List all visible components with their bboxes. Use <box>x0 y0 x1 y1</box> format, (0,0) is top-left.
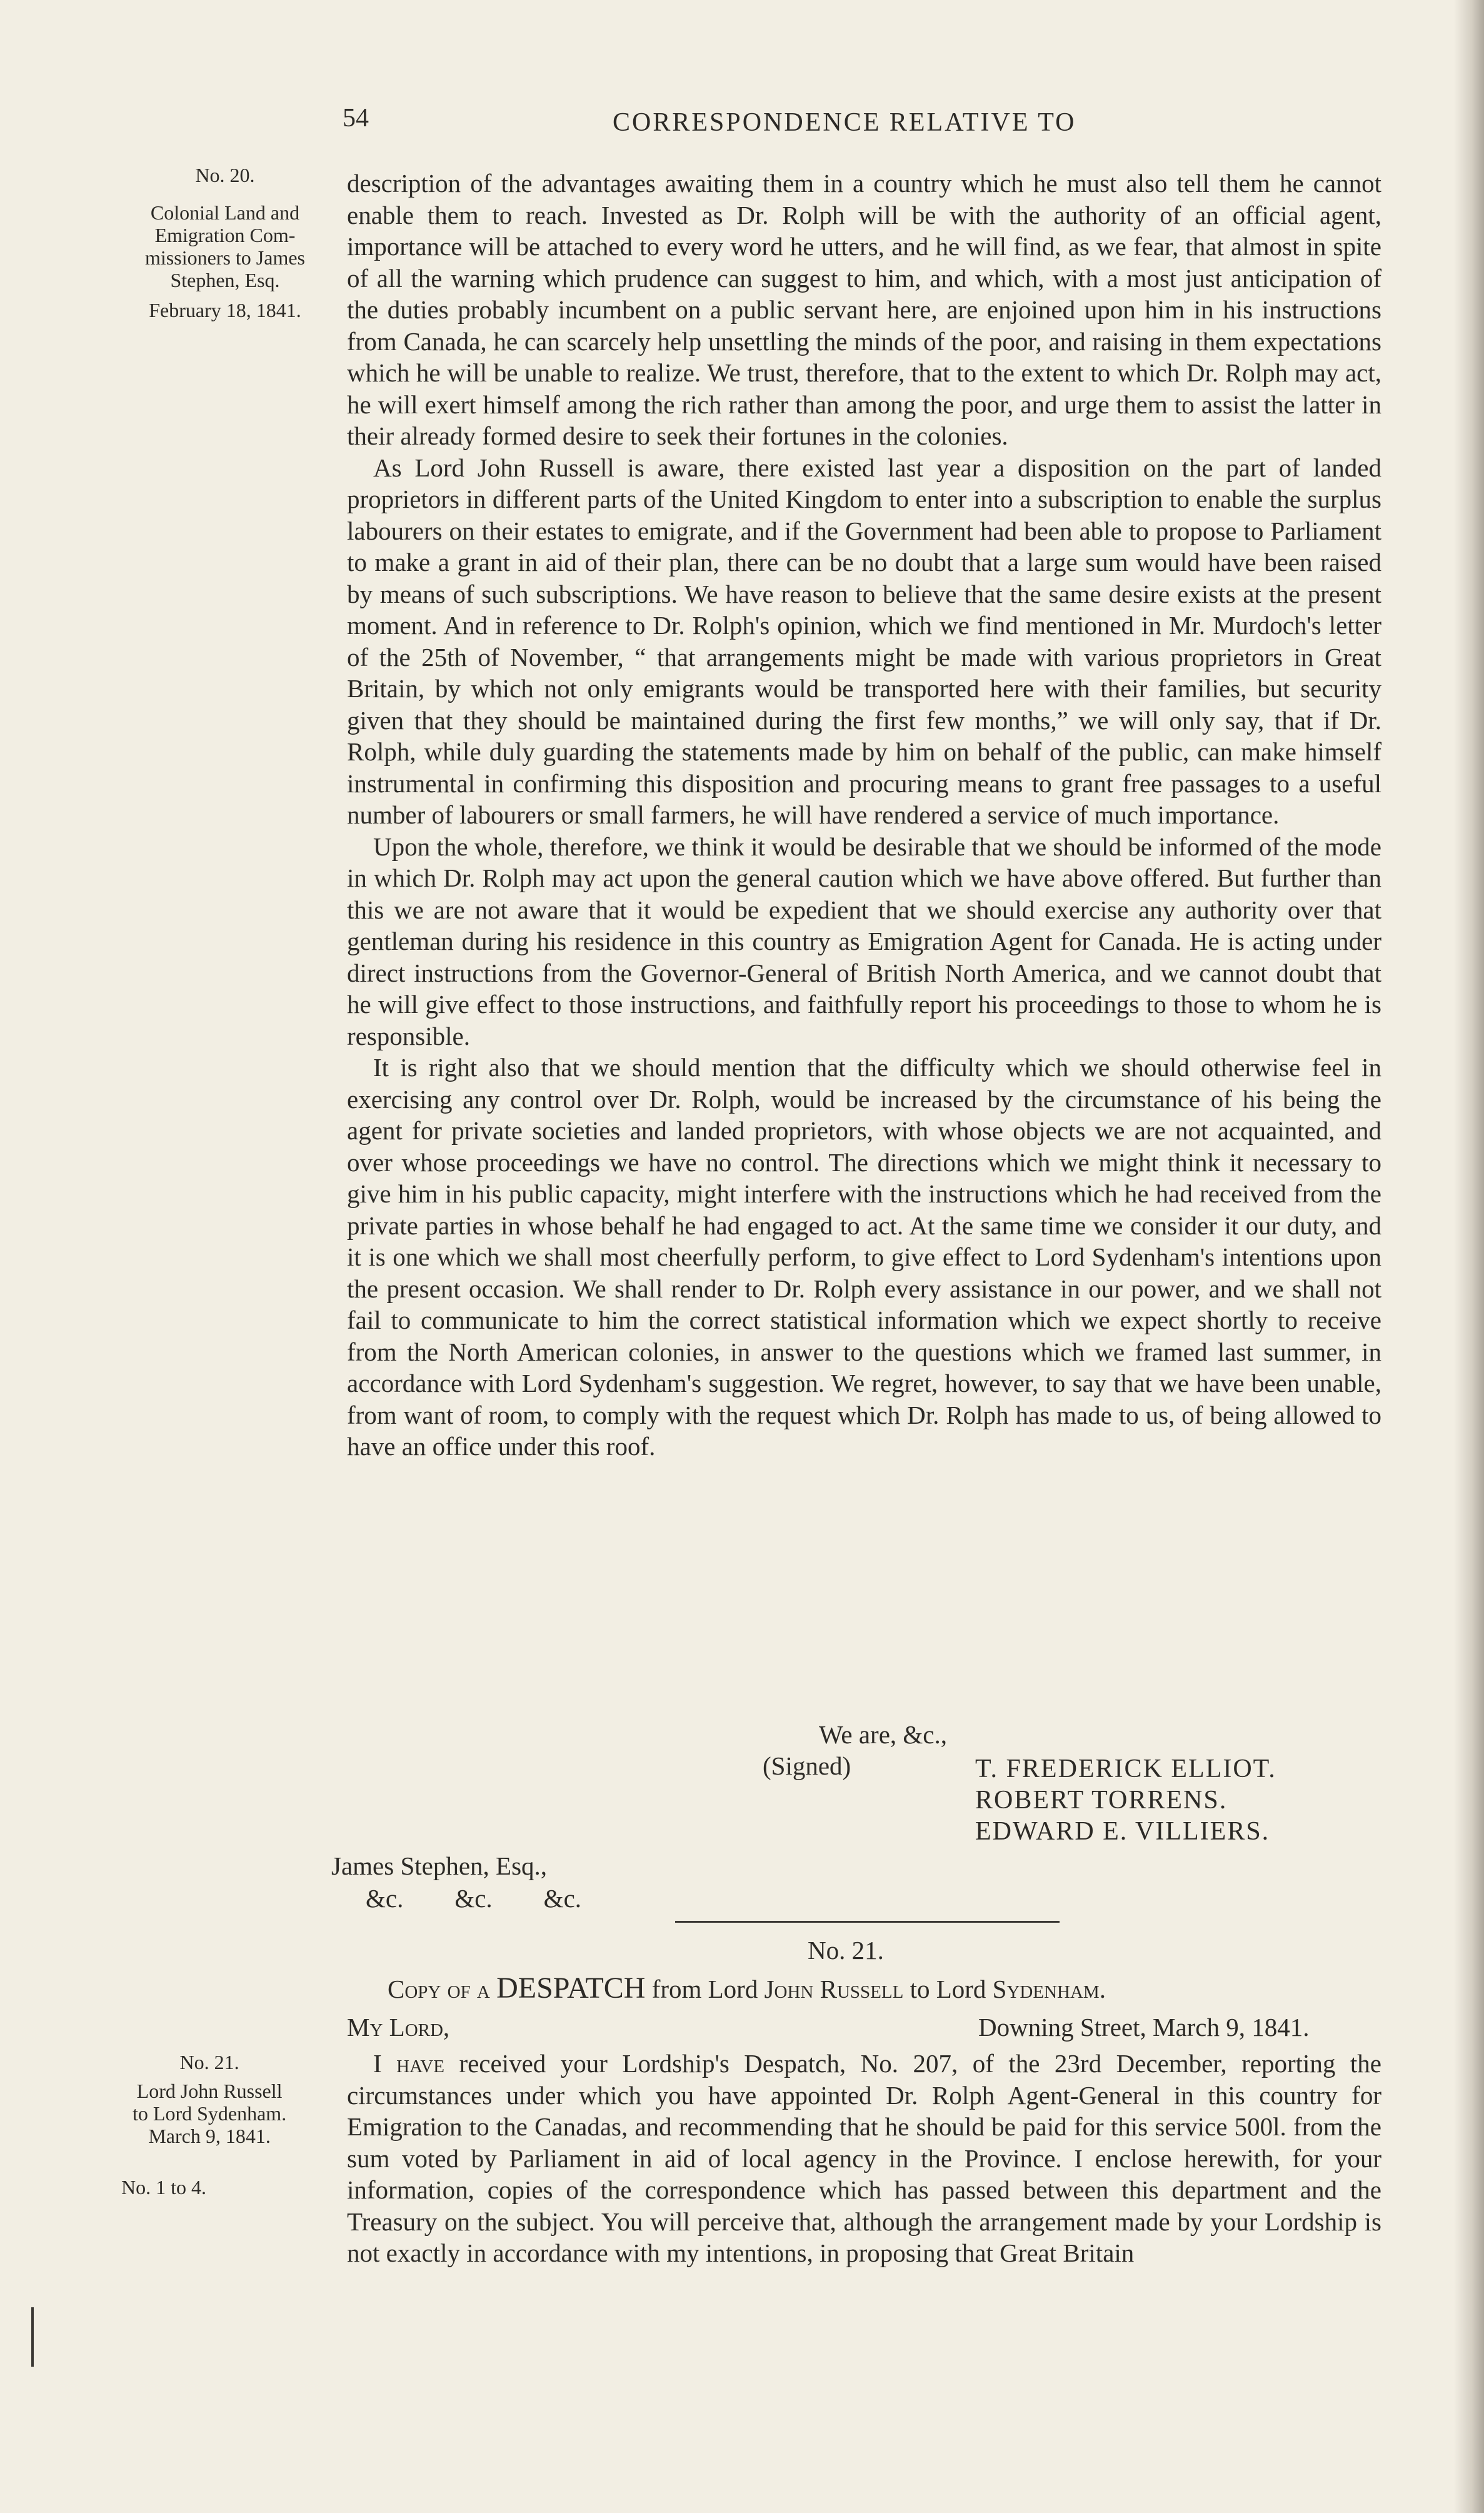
addressee-line: &c. &c. &c. <box>366 1884 582 1913</box>
signatory: EDWARD E. VILLIERS. <box>975 1817 1270 1846</box>
signed-label: (Signed) <box>763 1751 851 1780</box>
binding-mark <box>31 2307 34 2367</box>
paragraph: Upon the whole, therefore, we think it would be desirable that we should be informed of the mode in which Dr. Rolph may act upon the general caution which we have above offered. But further than this we are not aware that it would be expedient that we should exercise any authority over that gentleman during his residence in this country as Emigration Agent for Canada. He is acting under direct instructions from the Governor-General of British North America, and we cannot doubt that he will give effect to those instructions, and faithfully report his proceedings to those to whom he is responsible. <box>347 832 1381 1050</box>
title-part: DESPATCH <box>496 1972 646 2005</box>
closing-formula: We are, &c., <box>819 1720 947 1749</box>
running-head: CORRESPONDENCE RELATIVE TO <box>613 108 1076 137</box>
paragraph: description of the advantages awaiting them in a country which he must also tell them he cannot enable them to reach. Invested as Dr. Rolph will be with the authority of an official agent, importance will be attached to every word he utters, and he will find, as we fear, that almost in spite of all the warning which prudence can suggest to him, and which, with a most just anticipation of the duties probably incumbent on a public servant here, are enjoined upon him in his instructions from Canada, he can scarcely help unsettling the minds of the poor, and raising in them expectations which he will be unable to realize. We trust, therefore, that to the extent to which Dr. Rolph may act, he will exert himself among the rich rather than among the poor, and urge them to assist the latter in their already formed desire to seek their fortunes in the colonies. <box>347 169 1381 450</box>
margin-note-line: Lord John Russell <box>136 2080 283 2102</box>
despatch-title <box>388 1971 1106 2005</box>
dateline: Downing Street, March 9, 1841. <box>978 2013 1310 2042</box>
paragraph: It is right also that we should mention that the difficulty which we should otherwise feel in exercising any control over Dr. Rolph, would be increased by the circumstance of his being the agent for private societies and landed proprietors, with whose objects we are not acquainted, and over whose proceedings we have no control. The directions which we might think it necessary to give him in his public capacity, might interfere with the instructions which he had received from the private parties in whose behalf he had engaged to act. At the same time we consider it our duty, and it is one which we shall most cheerfully perform, to give effect to Lord Sydenham's intentions upon the present occasion. We shall render to Dr. Rolph every assistance in our power, and we shall not fail to communicate to him the correct statistical information which we expect shortly to receive from the North American colonies, in answer to the questions which we framed last summer, in accordance with Lord Sydenham's suggestion. We regret, however, to say that we have been unable, from want of room, to comply with the request which Dr. Rolph has made to us, of being allowed to have an office under this roof. <box>347 1053 1381 1461</box>
paragraph: As Lord John Russell is aware, there existed last year a disposition on the part of landed proprietors in different parts of the United Kingdom to enter into a subscription to enable the surplus labourers on their estates to emigrate, and if the Government had been able to propose to Parliament to make a grant in aid of their plan, there can be no doubt that a large sum would have been raised by means of such subscriptions. We have reason to believe that the same desire exists at the present moment. And in reference to Dr. Rolph's opinion, which we find mentioned in Mr. Murdoch's letter of the 25th of November, “ that arrangements might be made with various proprietors in Great Britain, by which not only emigrants would be transported here with their families, but security given that they should be maintained during the first few months,” we will only say, that if Dr. Rolph, while duly guarding the statements made by him on behalf of the public, can make himself instrumental in confirming this disposition and procuring means to grant free passages to a useful number of labourers or small farmers, he will have rendered a service of much importance. <box>347 453 1381 829</box>
page-edge-shadow <box>1454 0 1484 2513</box>
signatory: T. FREDERICK ELLIOT. <box>975 1755 1276 1783</box>
signatory: ROBERT TORRENS. <box>975 1786 1228 1815</box>
margin-note-number: No. 21. <box>179 2051 239 2073</box>
page-number: 54 <box>343 104 369 133</box>
title-part: Sydenham <box>992 1975 1100 2003</box>
margin-note-line: Stephen, Esq. <box>170 269 280 291</box>
title-part: . <box>1099 1975 1106 2003</box>
letter-no20-body <box>347 168 1381 1463</box>
margin-note-number: No. 20. <box>195 164 255 186</box>
title-part: to Lord <box>903 1975 993 2003</box>
salutation <box>347 2012 449 2042</box>
margin-note-no20 <box>145 164 305 321</box>
title-part: from Lord <box>645 1975 765 2003</box>
margin-note-line: Emigration Com- <box>154 224 296 246</box>
margin-note-line: March 9, 1841. <box>148 2125 271 2147</box>
title-part: Copy of a <box>388 1975 497 2003</box>
margin-note-line: to Lord Sydenham. <box>133 2102 287 2125</box>
despatch-no21-body <box>347 2048 1381 2269</box>
salutation-text: My Lord, <box>347 2013 450 2042</box>
margin-note-line: Colonial Land and <box>150 201 300 224</box>
paragraph <box>347 2048 1381 2269</box>
margin-note-line: February 18, 1841. <box>149 299 301 321</box>
document-number: No. 21. <box>808 1936 884 1965</box>
margin-note-line: missioners to James <box>145 246 305 269</box>
opening-word: I have <box>373 2049 444 2078</box>
margin-note-no21 <box>133 2051 286 2147</box>
section-divider <box>675 1921 1060 1923</box>
enclosure-note: No. 1 to 4. <box>121 2176 206 2198</box>
title-part: John Russell <box>764 1975 904 2003</box>
addressee-line: James Stephen, Esq., <box>331 1851 548 1880</box>
paragraph-text: received your Lordship's Despatch, No. 207, of the 23rd December, reporting the circumstances under which you have appointed Dr. Rolph Agent-General in this country for Emigration to the Canadas, and recommending that he should be paid for this service 500l. from the sum voted by Parliament in aid of local agency in the Province. I enclose herewith, for your information, copies of the correspondence which has passed between this department and the Treasury on the subject. You will perceive that, although the arrangement made by your Lordship is not exactly in accordance with my intentions, in proposing that Great Britain <box>347 2049 1381 2267</box>
